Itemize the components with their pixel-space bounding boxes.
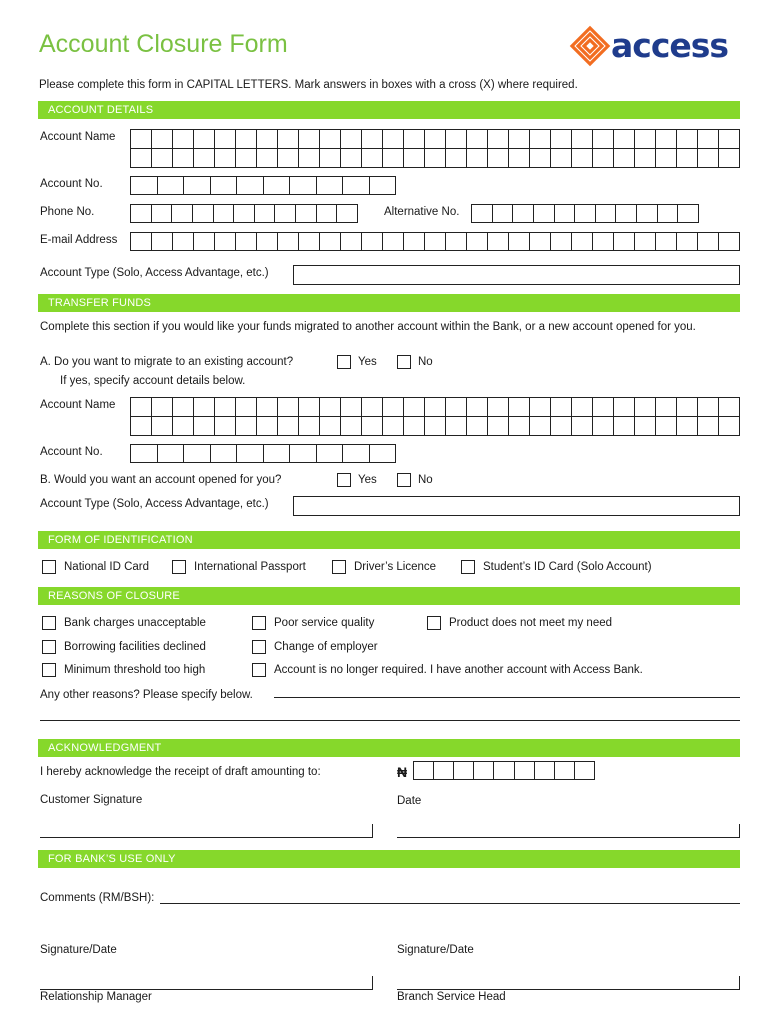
char-box[interactable] <box>320 398 341 416</box>
char-box[interactable] <box>152 130 173 148</box>
char-box[interactable] <box>131 149 152 167</box>
char-box[interactable] <box>425 149 446 167</box>
char-box[interactable] <box>158 445 185 462</box>
char-box[interactable] <box>341 417 362 435</box>
char-box[interactable] <box>299 130 320 148</box>
char-box[interactable] <box>677 398 698 416</box>
char-box[interactable] <box>317 205 338 222</box>
char-box[interactable] <box>290 445 317 462</box>
char-box[interactable] <box>493 205 514 222</box>
char-box[interactable] <box>593 398 614 416</box>
reason-product-need-label: Product does not meet my need <box>449 617 613 629</box>
reason-threshold-label: Minimum threshold too high <box>64 664 206 676</box>
char-box[interactable] <box>425 417 446 435</box>
char-box[interactable] <box>454 762 474 779</box>
char-box[interactable] <box>467 149 488 167</box>
char-box[interactable] <box>131 177 158 194</box>
char-box[interactable] <box>635 130 656 148</box>
char-box[interactable] <box>236 398 257 416</box>
char-box[interactable] <box>257 130 278 148</box>
char-box[interactable] <box>719 417 739 435</box>
char-box[interactable] <box>425 130 446 148</box>
date-line-end <box>739 824 740 838</box>
bsh-line-end <box>739 976 740 990</box>
national-id-checkbox[interactable] <box>42 560 56 574</box>
char-box[interactable] <box>173 233 194 250</box>
char-box[interactable] <box>275 205 296 222</box>
reason-employer-checkbox[interactable] <box>252 640 266 654</box>
char-box[interactable] <box>257 233 278 250</box>
char-box[interactable] <box>719 233 739 250</box>
char-box[interactable] <box>530 233 551 250</box>
char-box[interactable] <box>320 149 341 167</box>
char-box[interactable] <box>320 233 341 250</box>
char-box[interactable] <box>467 398 488 416</box>
bsh-signature-date-label: Signature/Date <box>397 944 474 956</box>
char-box[interactable] <box>173 130 194 148</box>
char-box[interactable] <box>467 233 488 250</box>
char-box[interactable] <box>404 417 425 435</box>
char-box[interactable] <box>194 398 215 416</box>
char-box[interactable] <box>257 398 278 416</box>
transfer-account-no-field[interactable] <box>130 444 396 463</box>
char-box[interactable] <box>194 149 215 167</box>
rm-signature-line[interactable] <box>40 989 373 990</box>
char-box[interactable] <box>509 130 530 148</box>
char-box[interactable] <box>509 149 530 167</box>
char-box[interactable] <box>677 417 698 435</box>
char-box[interactable] <box>341 398 362 416</box>
phone-label: Phone No. <box>40 206 95 218</box>
student-id-label: Student’s ID Card (Solo Account) <box>483 561 652 573</box>
char-box[interactable] <box>370 445 396 462</box>
char-box[interactable] <box>257 417 278 435</box>
char-box[interactable] <box>434 762 454 779</box>
acknowledgment-statement: I hereby acknowledge the receipt of draft amounting to: <box>40 766 321 778</box>
transfer-account-type-field[interactable] <box>293 496 740 516</box>
customer-signature-line[interactable] <box>40 837 373 838</box>
char-box[interactable] <box>341 130 362 148</box>
char-box[interactable] <box>237 177 264 194</box>
char-box[interactable] <box>698 417 719 435</box>
char-box[interactable] <box>296 205 317 222</box>
char-box[interactable] <box>278 149 299 167</box>
char-box[interactable] <box>193 205 214 222</box>
char-box[interactable] <box>614 417 635 435</box>
char-box[interactable] <box>404 233 425 250</box>
char-box[interactable] <box>555 762 575 779</box>
bsh-signature-line[interactable] <box>397 989 740 990</box>
char-box[interactable] <box>383 233 404 250</box>
reason-threshold-checkbox[interactable] <box>42 663 56 677</box>
char-box[interactable] <box>317 445 344 462</box>
char-box[interactable] <box>572 417 593 435</box>
char-box[interactable] <box>257 149 278 167</box>
char-box[interactable] <box>299 233 320 250</box>
new-account-no-label: No <box>418 474 433 486</box>
account-name-row-2[interactable] <box>130 148 740 168</box>
char-box[interactable] <box>414 762 434 779</box>
char-box[interactable] <box>446 149 467 167</box>
char-box[interactable] <box>341 149 362 167</box>
char-box[interactable] <box>404 130 425 148</box>
char-box[interactable] <box>152 233 173 250</box>
char-box[interactable] <box>362 130 383 148</box>
account-type-label: Account Type (Solo, Access Advantage, etc.) <box>40 267 269 279</box>
reason-borrowing-label: Borrowing facilities declined <box>64 641 206 653</box>
char-box[interactable] <box>635 233 656 250</box>
intl-passport-checkbox[interactable] <box>172 560 186 574</box>
reason-no-longer-required-checkbox[interactable] <box>252 663 266 677</box>
relationship-manager-label: Relationship Manager <box>40 991 152 1003</box>
char-box[interactable] <box>152 149 173 167</box>
other-reasons-line-1[interactable] <box>274 697 740 698</box>
char-box[interactable] <box>255 205 276 222</box>
char-box[interactable] <box>215 233 236 250</box>
char-box[interactable] <box>237 445 264 462</box>
char-box[interactable] <box>551 149 572 167</box>
rm-signature-date-label: Signature/Date <box>40 944 117 956</box>
reason-poor-service-checkbox[interactable] <box>252 616 266 630</box>
char-box[interactable] <box>383 398 404 416</box>
access-logo <box>568 24 738 68</box>
transfer-account-name-row-2[interactable] <box>130 416 740 436</box>
char-box[interactable] <box>488 417 509 435</box>
char-box[interactable] <box>472 205 493 222</box>
email-label: E-mail Address <box>40 234 118 246</box>
char-box[interactable] <box>656 417 677 435</box>
char-box[interactable] <box>656 233 677 250</box>
char-box[interactable] <box>635 398 656 416</box>
char-box[interactable] <box>131 233 152 250</box>
char-box[interactable] <box>299 398 320 416</box>
char-box[interactable] <box>678 205 698 222</box>
char-box[interactable] <box>214 205 235 222</box>
section-bar-transfer-funds: TRANSFER FUNDS <box>38 294 740 312</box>
char-box[interactable] <box>362 398 383 416</box>
char-box[interactable] <box>131 205 152 222</box>
char-box[interactable] <box>635 149 656 167</box>
char-box[interactable] <box>370 177 396 194</box>
char-box[interactable] <box>719 149 739 167</box>
date-label: Date <box>397 795 422 807</box>
reason-no-longer-required-label: Account is no longer required. I have another account with Access Bank. <box>274 664 643 676</box>
char-box[interactable] <box>404 398 425 416</box>
national-id-label: National ID Card <box>64 561 150 573</box>
char-box[interactable] <box>614 130 635 148</box>
account-name-row-1[interactable] <box>130 129 740 149</box>
char-box[interactable] <box>635 417 656 435</box>
signature-line-end <box>372 824 373 838</box>
transfer-account-name-row-1[interactable] <box>130 397 740 417</box>
reason-employer-label: Change of employer <box>274 641 378 653</box>
date-line[interactable] <box>397 837 740 838</box>
char-box[interactable] <box>158 177 185 194</box>
char-box[interactable] <box>446 233 467 250</box>
char-box[interactable] <box>488 398 509 416</box>
char-box[interactable] <box>173 149 194 167</box>
char-box[interactable] <box>236 417 257 435</box>
char-box[interactable] <box>173 417 194 435</box>
char-box[interactable] <box>362 233 383 250</box>
drivers-licence-checkbox[interactable] <box>332 560 346 574</box>
alternative-no-field[interactable] <box>471 204 699 223</box>
char-box[interactable] <box>236 233 257 250</box>
char-box[interactable] <box>172 205 193 222</box>
char-box[interactable] <box>656 149 677 167</box>
customer-signature-label: Customer Signature <box>40 794 143 806</box>
section-bar-identification: FORM OF IDENTIFICATION <box>38 531 740 549</box>
new-account-no-checkbox[interactable] <box>397 473 411 487</box>
char-box[interactable] <box>551 398 572 416</box>
question-a: A. Do you want to migrate to an existing account? <box>40 356 294 368</box>
char-box[interactable] <box>236 130 257 148</box>
char-box[interactable] <box>194 417 215 435</box>
char-box[interactable] <box>215 130 236 148</box>
account-type-field[interactable] <box>293 265 740 285</box>
char-box[interactable] <box>341 233 362 250</box>
char-box[interactable] <box>677 130 698 148</box>
char-box[interactable] <box>551 130 572 148</box>
char-box[interactable] <box>551 417 572 435</box>
char-box[interactable] <box>383 417 404 435</box>
char-box[interactable] <box>614 398 635 416</box>
char-box[interactable] <box>446 130 467 148</box>
char-box[interactable] <box>131 130 152 148</box>
section-bar-reasons: REASONS OF CLOSURE <box>38 587 740 605</box>
char-box[interactable] <box>173 398 194 416</box>
char-box[interactable] <box>425 233 446 250</box>
char-box[interactable] <box>656 130 677 148</box>
char-box[interactable] <box>211 445 238 462</box>
char-box[interactable] <box>194 233 215 250</box>
char-box[interactable] <box>290 177 317 194</box>
rm-line-end <box>372 976 373 990</box>
other-reasons-line-2[interactable] <box>40 720 740 721</box>
char-box[interactable] <box>719 398 739 416</box>
char-box[interactable] <box>698 233 719 250</box>
char-box[interactable] <box>320 130 341 148</box>
char-box[interactable] <box>234 205 255 222</box>
char-box[interactable] <box>446 417 467 435</box>
char-box[interactable] <box>152 398 173 416</box>
char-box[interactable] <box>278 233 299 250</box>
logo-wordmark: access <box>611 26 729 65</box>
alternative-no-label: Alternative No. <box>384 206 460 218</box>
other-reasons-label: Any other reasons? Please specify below. <box>40 689 253 701</box>
char-box[interactable] <box>467 130 488 148</box>
char-box[interactable] <box>184 177 211 194</box>
char-box[interactable] <box>131 417 152 435</box>
char-box[interactable] <box>131 445 158 462</box>
form-title: Account Closure Form <box>39 30 288 58</box>
char-box[interactable] <box>215 149 236 167</box>
char-box[interactable] <box>509 233 530 250</box>
char-box[interactable] <box>299 149 320 167</box>
question-b: B. Would you want an account opened for you? <box>40 474 282 486</box>
char-box[interactable] <box>404 149 425 167</box>
intro-text: Please complete this form in CAPITAL LETTERS. Mark answers in boxes with a cross (X) where required. <box>39 79 578 91</box>
char-box[interactable] <box>593 149 614 167</box>
char-box[interactable] <box>362 417 383 435</box>
draft-amount-field[interactable] <box>413 761 595 780</box>
char-box[interactable] <box>215 398 236 416</box>
account-no-label: Account No. <box>40 178 103 190</box>
comments-line[interactable] <box>160 903 740 904</box>
char-box[interactable] <box>677 149 698 167</box>
char-box[interactable] <box>593 130 614 148</box>
char-box[interactable] <box>572 233 593 250</box>
char-box[interactable] <box>509 417 530 435</box>
char-box[interactable] <box>211 177 238 194</box>
reason-product-need-checkbox[interactable] <box>427 616 441 630</box>
intl-passport-label: International Passport <box>194 561 306 573</box>
access-diamond-icon <box>568 24 612 68</box>
char-box[interactable] <box>677 233 698 250</box>
char-box[interactable] <box>383 149 404 167</box>
char-box[interactable] <box>131 398 152 416</box>
char-box[interactable] <box>572 130 593 148</box>
char-box[interactable] <box>425 398 446 416</box>
char-box[interactable] <box>299 417 320 435</box>
migrate-yes-checkbox[interactable] <box>337 355 351 369</box>
char-box[interactable] <box>593 233 614 250</box>
char-box[interactable] <box>535 762 555 779</box>
char-box[interactable] <box>320 417 341 435</box>
reason-borrowing-checkbox[interactable] <box>42 640 56 654</box>
char-box[interactable] <box>596 205 617 222</box>
char-box[interactable] <box>515 762 535 779</box>
student-id-checkbox[interactable] <box>461 560 475 574</box>
migrate-no-checkbox[interactable] <box>397 355 411 369</box>
char-box[interactable] <box>236 149 257 167</box>
char-box[interactable] <box>509 398 530 416</box>
transfer-account-type-label: Account Type (Solo, Access Advantage, etc.) <box>40 498 269 510</box>
char-box[interactable] <box>530 130 551 148</box>
email-field[interactable] <box>130 232 740 251</box>
char-box[interactable] <box>593 417 614 435</box>
char-box[interactable] <box>278 398 299 416</box>
char-box[interactable] <box>575 762 594 779</box>
section-bar-account-details: ACCOUNT DETAILS <box>38 101 740 119</box>
drivers-licence-label: Driver’s Licence <box>354 561 437 573</box>
char-box[interactable] <box>530 398 551 416</box>
phone-field[interactable] <box>130 204 358 223</box>
reason-poor-service-label: Poor service quality <box>274 617 375 629</box>
char-box[interactable] <box>194 130 215 148</box>
new-account-yes-checkbox[interactable] <box>337 473 351 487</box>
char-box[interactable] <box>719 130 739 148</box>
new-account-yes-label: Yes <box>358 474 377 486</box>
char-box[interactable] <box>637 205 658 222</box>
char-box[interactable] <box>616 205 637 222</box>
char-box[interactable] <box>264 445 291 462</box>
transfer-account-name-label: Account Name <box>40 399 116 411</box>
char-box[interactable] <box>575 205 596 222</box>
char-box[interactable] <box>317 177 344 194</box>
specify-note: If yes, specify account details below. <box>60 375 246 387</box>
transfer-account-no-label: Account No. <box>40 446 103 458</box>
char-box[interactable] <box>467 417 488 435</box>
transfer-description: Complete this section if you would like your funds migrated to another account within the Bank, or a new account opened for you. <box>40 321 696 333</box>
reason-bank-charges-label: Bank charges unacceptable <box>64 617 206 629</box>
char-box[interactable] <box>362 149 383 167</box>
account-name-label: Account Name <box>40 131 116 143</box>
branch-service-head-label: Branch Service Head <box>397 991 506 1003</box>
char-box[interactable] <box>530 149 551 167</box>
char-box[interactable] <box>530 417 551 435</box>
char-box[interactable] <box>184 445 211 462</box>
char-box[interactable] <box>278 130 299 148</box>
migrate-no-label: No <box>418 356 433 368</box>
comments-label: Comments (RM/BSH): <box>40 892 155 904</box>
section-bar-bank-use: FOR BANK’S USE ONLY <box>38 850 740 868</box>
char-box[interactable] <box>264 177 291 194</box>
char-box[interactable] <box>614 233 635 250</box>
reason-bank-charges-checkbox[interactable] <box>42 616 56 630</box>
char-box[interactable] <box>343 177 370 194</box>
char-box[interactable] <box>488 130 509 148</box>
char-box[interactable] <box>474 762 494 779</box>
account-no-field[interactable] <box>130 176 396 195</box>
char-box[interactable] <box>337 205 357 222</box>
char-box[interactable] <box>383 130 404 148</box>
char-box[interactable] <box>614 149 635 167</box>
migrate-yes-label: Yes <box>358 356 377 368</box>
char-box[interactable] <box>698 398 719 416</box>
char-box[interactable] <box>446 398 467 416</box>
char-box[interactable] <box>572 149 593 167</box>
char-box[interactable] <box>488 149 509 167</box>
char-box[interactable] <box>572 398 593 416</box>
char-box[interactable] <box>278 417 299 435</box>
section-bar-acknowledgment: ACKNOWLEDGMENT <box>38 739 740 757</box>
char-box[interactable] <box>698 130 719 148</box>
char-box[interactable] <box>513 205 534 222</box>
char-box[interactable] <box>658 205 679 222</box>
char-box[interactable] <box>343 445 370 462</box>
char-box[interactable] <box>488 233 509 250</box>
char-box[interactable] <box>551 233 572 250</box>
char-box[interactable] <box>494 762 514 779</box>
char-box[interactable] <box>152 417 173 435</box>
char-box[interactable] <box>215 417 236 435</box>
char-box[interactable] <box>555 205 576 222</box>
char-box[interactable] <box>152 205 173 222</box>
char-box[interactable] <box>534 205 555 222</box>
naira-symbol: ₦ <box>397 764 408 780</box>
char-box[interactable] <box>698 149 719 167</box>
char-box[interactable] <box>656 398 677 416</box>
